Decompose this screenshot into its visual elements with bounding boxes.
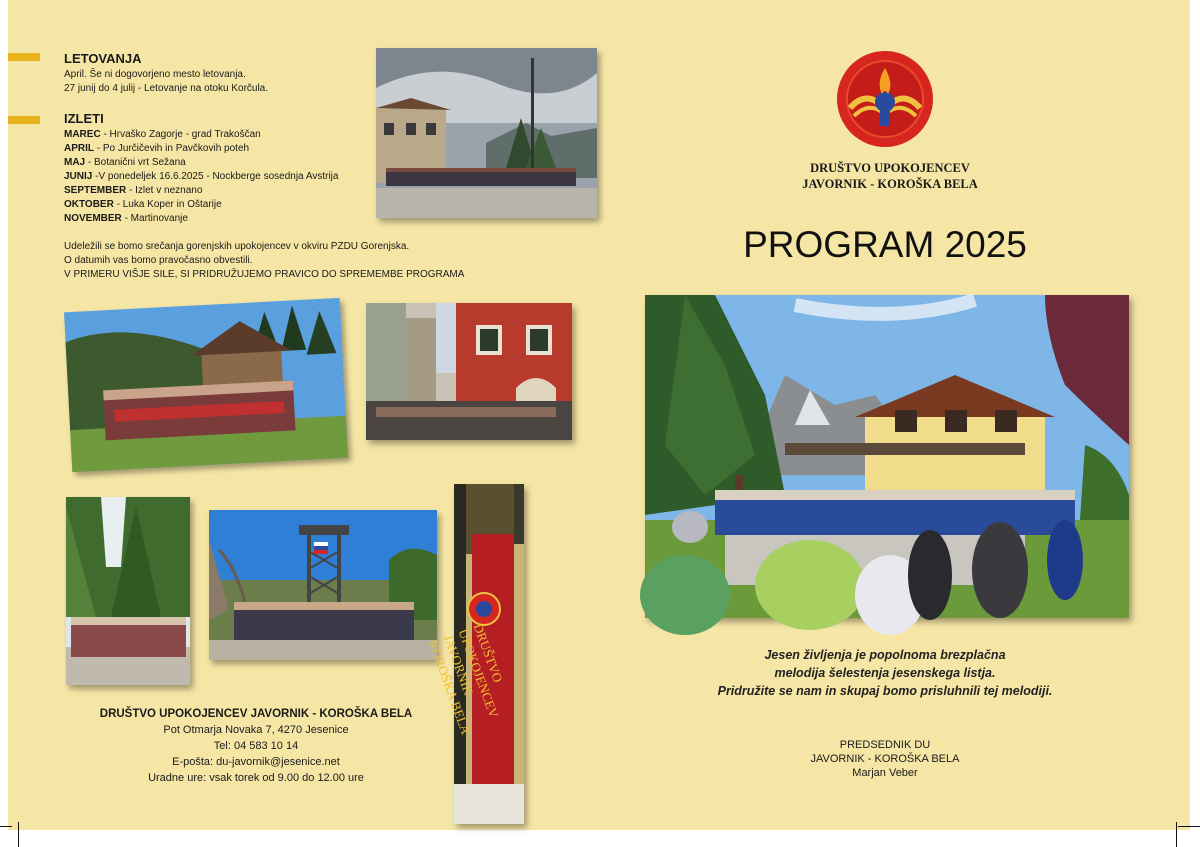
letovanja-text: [64, 68, 268, 96]
izlet-month: OKTOBER: [64, 199, 114, 210]
cover-org-line: DRUŠTVO UPOKOJENCEV: [810, 161, 970, 175]
photo-forest-group: [66, 497, 190, 685]
izlet-item: NOVEMBER - Martinovanje: [64, 213, 188, 224]
izlet-month: APRIL: [64, 143, 94, 154]
izlet-item: MAREC - Hrvaško Zagorje - grad Trakoščan: [64, 129, 261, 140]
crop-mark: [1178, 826, 1200, 827]
society-logo: [836, 50, 934, 148]
note-line: O datumih vas bomo pravočasno obvestili.: [64, 255, 253, 266]
president-name: Marjan Veber: [852, 767, 918, 779]
cover-quote: [680, 646, 1090, 700]
izlet-month: MAJ: [64, 157, 86, 168]
note-line: Udeležili se bomo srečanja gorenjskih upokojencev v okviru PZDU Gorenjska.: [64, 241, 410, 252]
quote-line: melodija šelestenja jesenskega listja.: [774, 666, 996, 680]
letovanja-heading: LETOVANJA: [64, 51, 142, 66]
izlet-month: MAREC: [64, 129, 101, 140]
contact-email: E-pošta: du-javornik@jesenice.net: [172, 756, 340, 768]
president-title: PREDSEDNIK DU: [839, 739, 931, 751]
quote-line: Pridružite se nam in skupaj bomo prisluhnili tej melodiji.: [717, 684, 1053, 698]
accent-bar: [8, 116, 40, 124]
izlet-month: JUNIJ: [64, 171, 93, 182]
photo-street-group: [376, 48, 597, 218]
notes-block: [64, 240, 464, 282]
contact-org: DRUŠTVO UPOKOJENCEV JAVORNIK - KOROŠKA BELA: [99, 708, 413, 720]
president-block: [780, 738, 990, 780]
cover-org-line: JAVORNIK - KOROŠKA BELA: [802, 177, 978, 191]
quote-line: Jesen življenja je popolnoma brezplačna: [764, 648, 1006, 662]
contact-address: Pot Otmarja Novaka 7, 4270 Jesenice: [163, 724, 349, 736]
izleti-heading: IZLETI: [64, 111, 104, 126]
izlet-item: OKTOBER - Luka Koper in Oštarije: [64, 199, 222, 210]
photo-alpine-hut-group: [64, 298, 348, 472]
izlet-month: SEPTEMBER: [64, 185, 127, 196]
letovanja-line: April. Še ni dogovorjeno mesto letovanja.: [64, 69, 246, 80]
photo-society-banner: [425, 484, 524, 824]
crop-mark: [1176, 822, 1177, 847]
program-title: PROGRAM 2025: [743, 224, 1027, 265]
note-line: V PRIMERU VIŠJE SILE, SI PRIDRUŽUJEMO PRAVICO DO SPREMEMBE PROGRAMA: [64, 269, 465, 280]
contact-phone: Tel: 04 583 10 14: [213, 740, 299, 752]
banner-text: DRUŠTVO UPOKOJENCEV JAVORNIK KOROŠKA BELA: [425, 621, 506, 737]
izlet-item: SEPTEMBER - Izlet v neznano: [64, 185, 203, 196]
president-org: JAVORNIK - KOROŠKA BELA: [810, 753, 960, 765]
letovanja-line: 27 junij do 4 julij - Letovanje na otoku Korčula.: [64, 83, 269, 94]
contact-block: [96, 706, 416, 786]
contact-hours: Uradne ure: vsak torek od 9.00 do 12.00 ure: [148, 772, 364, 784]
crop-mark: [0, 826, 12, 827]
cover-org-name: [740, 160, 1040, 192]
izlet-item: JUNIJ -V ponedeljek 16.6.2025 - Nockberge sosednja Avstrija: [64, 171, 339, 182]
izleti-list: [64, 128, 338, 226]
photo-town-group: [366, 303, 572, 440]
crop-mark: [18, 822, 19, 847]
photo-main-house-gathering: [645, 295, 1129, 618]
accent-bar: [8, 53, 40, 61]
izlet-month: NOVEMBER: [64, 213, 122, 224]
photo-tower-group: [209, 510, 437, 660]
izlet-item: APRIL - Po Jurčičevih in Pavčkovih poteh: [64, 143, 250, 154]
izlet-item: MAJ - Botanični vrt Sežana: [64, 157, 186, 168]
